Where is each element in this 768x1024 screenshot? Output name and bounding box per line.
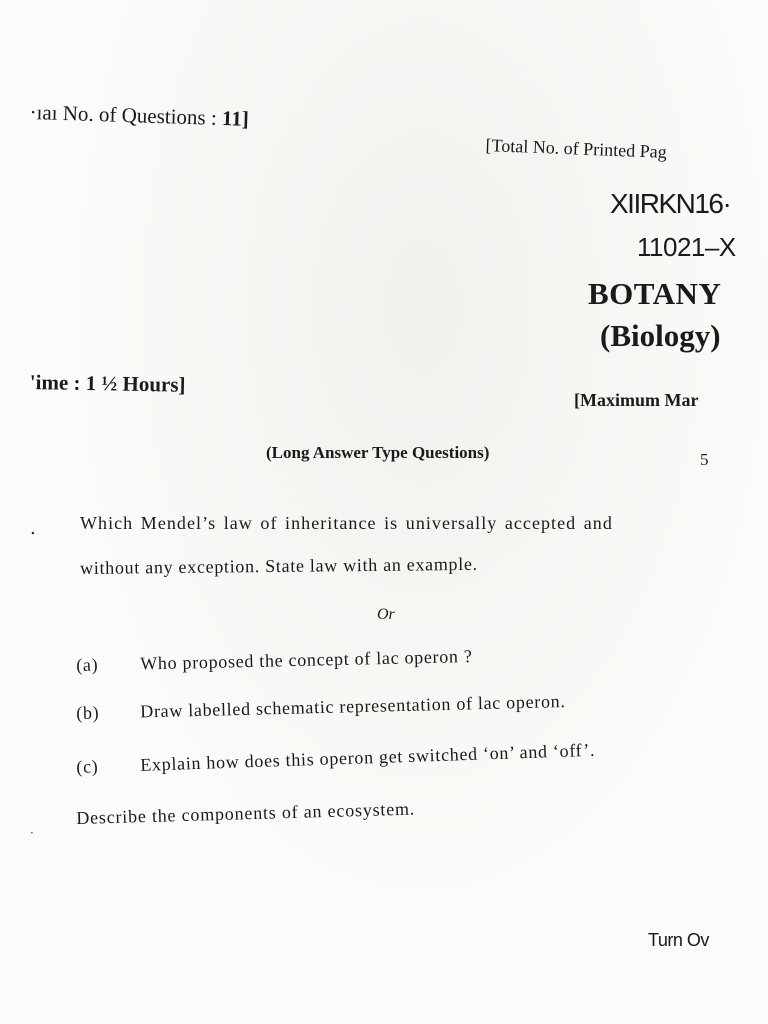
total-questions (29, 100, 249, 132)
subject-code: 11021–X (637, 232, 736, 262)
option-c (76, 740, 596, 778)
option-a-label: (a) (76, 654, 99, 675)
subject-title: BOTANY (588, 276, 722, 311)
option-c-label: (c) (76, 756, 99, 777)
question-1-line-2: without any exception. State law with an example. (80, 553, 478, 578)
time-allowed: 'ime : 1 ½ Hours] (29, 370, 186, 397)
option-c-text: Explain how does this operon get switched ‘on’ and ‘off’. (139, 739, 596, 775)
paper-code: XIIRKN16· (610, 188, 731, 219)
subject-subtitle: (Biology) (600, 318, 721, 353)
option-b-label: (b) (76, 702, 100, 723)
total-questions-label: ·ıaı No. of Questions : (29, 100, 218, 130)
section-marks: 5 (700, 450, 709, 469)
total-printed-pages: [Total No. of Printed Pag (485, 135, 668, 162)
option-b-text: Draw labelled schematic representation of lac operon. (139, 691, 566, 722)
question-1-line-1: Which Mendel’s law of inheritance is universally accepted and (80, 513, 613, 533)
option-a (76, 646, 473, 676)
question-3-text: Describe the components of an ecosystem. (76, 798, 416, 828)
turn-over: Turn Ov (648, 930, 709, 950)
or-separator: Or (377, 606, 395, 623)
question-3-mark: · (30, 826, 34, 840)
maximum-marks: [Maximum Mar (574, 390, 699, 410)
option-a-text: Who proposed the concept of lac operon ? (139, 646, 473, 674)
question-1-number: . (30, 518, 36, 539)
total-questions-value: 11] (221, 106, 250, 131)
option-b (76, 691, 566, 724)
section-title: (Long Answer Type Questions) (266, 443, 490, 462)
